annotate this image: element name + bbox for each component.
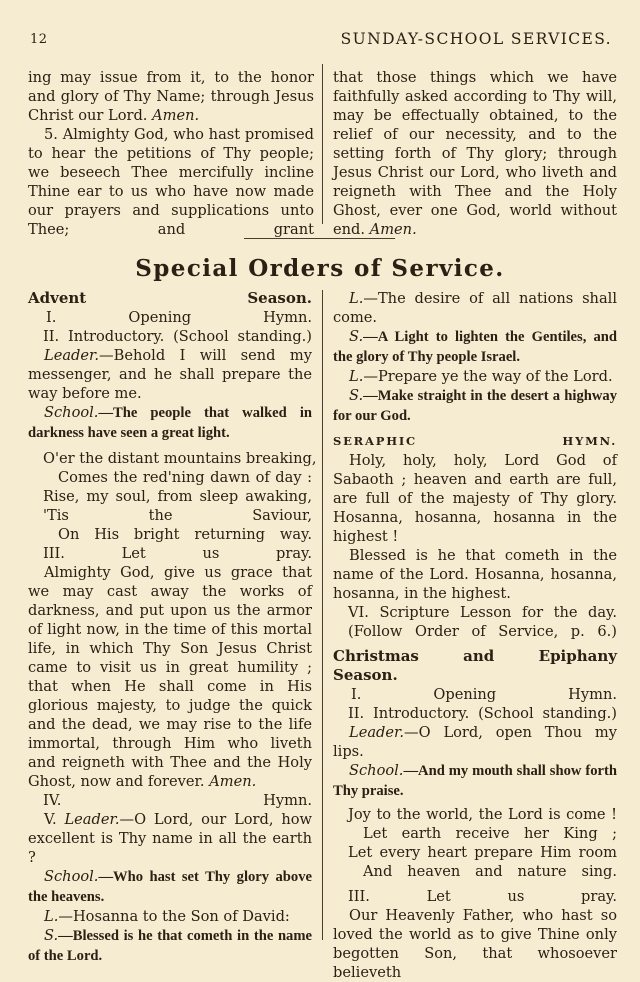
hymn-line-2: Comes the red'ning dawn of day : bbox=[58, 469, 312, 486]
collect-5: 5. Almighty God, who hast promised to hear the petitions of Thy people; we beseech Thee mercifully incline Thine ear to us who have now made our prayers and supplications unto Thee; and grant bbox=[28, 126, 314, 238]
carol-line-2: Let earth receive her King ; bbox=[363, 825, 617, 842]
christmas-heading-line-2: Season. bbox=[333, 666, 398, 684]
left-column bbox=[28, 289, 317, 966]
christmas-heading-line-1: Christmas and Epiphany bbox=[333, 647, 617, 665]
leader-versicle-3: Leader.—O Lord, open Thou my lips. bbox=[333, 724, 617, 760]
leader-versicle: Leader.—Behold I will send my messenger, and he shall prepare the way before me. bbox=[28, 347, 312, 402]
introductory: II. Introductory. (School standing.) bbox=[43, 328, 312, 345]
let-us-pray: III. Let us pray. bbox=[348, 888, 617, 905]
leader-versicle-2: V. Leader.—O Lord, our Lord, how excellent is Thy name in all the earth ? bbox=[28, 811, 312, 866]
introductory: II. Introductory. (School standing.) bbox=[348, 705, 617, 722]
christmas-prayer: Our Heavenly Father, who hast so loved the world as to give Thine only begotten Son, that whosoever believeth bbox=[333, 907, 617, 981]
column-divider-main bbox=[322, 290, 323, 940]
leader-versicle-3: L.—Hosanna to the Son of David: bbox=[44, 908, 290, 925]
section-rule bbox=[244, 238, 395, 239]
right-column bbox=[333, 289, 617, 982]
carol-line-4: And heaven and nature sing. bbox=[363, 863, 617, 880]
page-header bbox=[28, 30, 612, 52]
seraphic-hymn-verse-2: Blessed is he that cometh in the name of the Lord. Hosanna, hosanna, hosanna, in the highest. bbox=[333, 547, 617, 602]
carol-line-1: Joy to the world, the Lord is come ! bbox=[348, 806, 617, 823]
top-right-column bbox=[333, 68, 617, 239]
collect-5-continuation: that those things which we have faithfully asked according to Thy will, may be effectually obtained, to the relief of our necessity, and to the setting forth of Thy glory; through Jesus Christ our Lord, who liveth and reigneth with Thee and the Holy Ghost, ever one God, world without end. Amen. bbox=[333, 69, 617, 238]
advent-season-heading: Advent Season. bbox=[28, 289, 312, 307]
opening-hymn: I. Opening Hymn. bbox=[46, 309, 312, 326]
let-us-pray: III. Let us pray. bbox=[43, 545, 312, 562]
opening-hymn: I. Opening Hymn. bbox=[351, 686, 617, 703]
running-title: SUNDAY-SCHOOL SERVICES. bbox=[340, 30, 612, 48]
seraphic-hymn-heading: SERAPHIC HYMN. bbox=[333, 434, 617, 448]
hymn-line-4: 'Tis the Saviour, bbox=[43, 507, 312, 524]
hymn-line-1: O'er the distant mountains breaking, bbox=[43, 450, 317, 467]
hymn-line-3: Rise, my soul, from sleep awaking, bbox=[43, 488, 312, 505]
top-left-column bbox=[28, 68, 314, 239]
page-number: 12 bbox=[30, 32, 48, 47]
school-response: S.—A Light to lighten the Gentiles, and the glory of Thy people Israel. bbox=[333, 328, 617, 365]
leader-versicle: L.—The desire of all nations shall come. bbox=[333, 290, 617, 326]
follow-order-note: (Follow Order of Service, p. 6.) bbox=[348, 623, 617, 640]
hymn-line-5: On His bright returning way. bbox=[58, 526, 312, 543]
leader-versicle-2: L.—Prepare ye the way of the Lord. bbox=[349, 368, 613, 385]
school-response-3: School.—And my mouth shall show forth Thy praise. bbox=[333, 762, 617, 799]
amen: Amen. bbox=[152, 107, 200, 124]
school-response: School.—The people that walked in darkness have seen a great light. bbox=[28, 404, 312, 441]
school-response-2: School.—Who hast set Thy glory above the heavens. bbox=[28, 868, 312, 905]
hymn-iv: IV. Hymn. bbox=[43, 792, 312, 809]
prayer-continuation: ing may issue from it, to the honor and glory of Thy Name; through Jesus Christ our Lord. Amen. bbox=[28, 69, 314, 124]
section-title: Special Orders of Service. bbox=[135, 255, 505, 282]
seraphic-hymn-verse-1: Holy, holy, holy, Lord God of Sabaoth ; heaven and earth are full, are full of the majesty of Thy glory. Hosanna, hosanna, hosanna in the highest ! bbox=[333, 452, 617, 545]
school-response-3: S.—Blessed is he that cometh in the name of the Lord. bbox=[28, 927, 312, 964]
school-response-2: S.—Make straight in the desert a highway for our God. bbox=[333, 387, 617, 424]
advent-prayer: Almighty God, give us grace that we may cast away the works of darkness, and put upon us the armor of light now, in the time of this mortal life, in which Thy Son Jesus Christ came to visit us in great humility ; that when He shall come in His glorious majesty, to judge the quick and the dead, we may rise to the life immortal, through Him who liveth and reigneth with Thee and the Holy Ghost, now and forever. Amen. bbox=[28, 564, 312, 790]
scripture-lesson: VI. Scripture Lesson for the day. bbox=[348, 604, 617, 621]
amen: Amen. bbox=[369, 221, 417, 238]
carol-line-3: Let every heart prepare Him room bbox=[348, 844, 617, 861]
column-divider-top bbox=[322, 64, 323, 224]
